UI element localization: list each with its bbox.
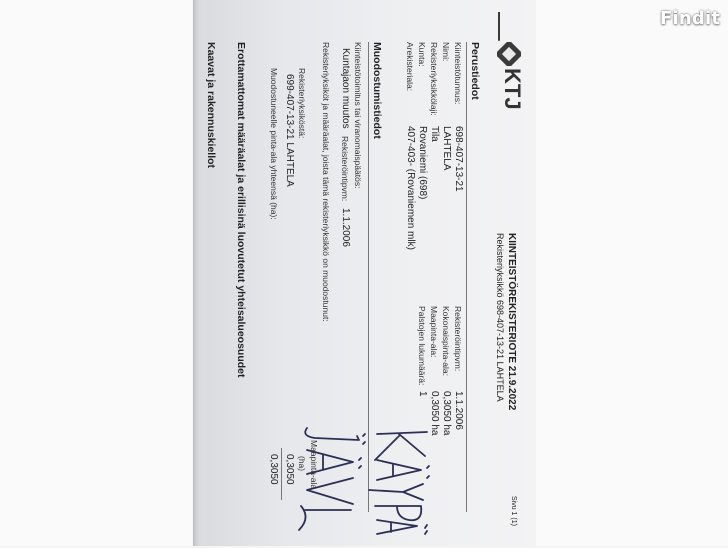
page-number: Sivu 1 (1) (510, 496, 517, 526)
field-value: Tila (429, 126, 440, 142)
field-label: Kokonaispinta-ala: (441, 306, 451, 376)
section-heading-zoning: Kaavat ja rakennuskiellot (205, 42, 217, 169)
field-label: Nimi: (441, 42, 451, 62)
findit-watermark: Findit (660, 8, 721, 29)
area-column-unit: (ha) (297, 456, 307, 472)
field-value: LAHTELA (441, 126, 452, 171)
field-value: 1.1.2006 (453, 391, 464, 430)
formation-regdate-label: Rekisteröintipvm: (340, 136, 350, 202)
document-title: KIINTEISTÖREKISTERIOTE 21.9.2022 (506, 233, 517, 411)
field-value: 407-403- (Rovaniemen mlk) (405, 126, 416, 250)
field-value: 1 (417, 391, 428, 397)
register-extract-document (193, 8, 535, 548)
field-label: Arekisteriala: (405, 42, 415, 92)
formation-intro: Kiinteistötoimitus tai viranomaispäätös: (353, 42, 363, 189)
field-label: Kunta: (417, 42, 427, 67)
logo-text: KTJ (500, 68, 525, 110)
sum-rule (281, 448, 282, 500)
background-left (0, 0, 192, 546)
field-label: Maapinta-ala: (429, 306, 439, 358)
field-value: Rovaniemi (698) (417, 126, 428, 200)
formation-action: Kuntajaon muutos (340, 48, 351, 129)
field-label: Rekisteriyksikkölaji: (429, 42, 439, 116)
document-subtitle: Rekisteriyksikkö 698-407-13-21 LAHTELA (495, 233, 505, 402)
field-label: Rekisteröintipvm: (453, 306, 463, 372)
source-unit-value: 699-407-13-21 LAHTELA (284, 74, 295, 187)
source-unit-area: 0,3050 (284, 454, 295, 485)
formation-note: Rekisteriyksiköt ja määräalat, joista tämä rekisteriyksikkö on muodostunut: (321, 42, 331, 322)
source-unit-label: Rekisteriyksiköstä: (297, 68, 307, 139)
section-heading-separate-parcels: Erottamattomat määräalat ja erillisinä luovutetut yhteisalueosuudet (235, 42, 247, 378)
field-value: 698-407-13-21 (453, 126, 464, 192)
background-right (536, 0, 728, 546)
field-label: Palstojen lukumäärä: (417, 306, 427, 386)
pen-icon (493, 12, 505, 42)
total-area-value: 0,3050 (268, 454, 279, 485)
field-value: 0,3050 ha (441, 391, 452, 436)
total-area-label: Muodostuneelle pinta-ala yhteensä (ha): (269, 68, 279, 220)
section-heading-perustiedot: Perustiedot (469, 42, 481, 100)
field-value: 0,3050 ha (429, 391, 440, 436)
formation-regdate: 1.1.2006 (340, 208, 351, 247)
handwritten-note (295, 426, 435, 536)
section-heading-muodostumistiedot: Muodostumistiedot (371, 42, 383, 139)
field-label: Kiinteistötunnus: (453, 42, 463, 105)
section-rule (466, 42, 467, 512)
area-column-header: Maapinta-ala (309, 440, 319, 490)
ktj-logo-icon (497, 42, 521, 66)
